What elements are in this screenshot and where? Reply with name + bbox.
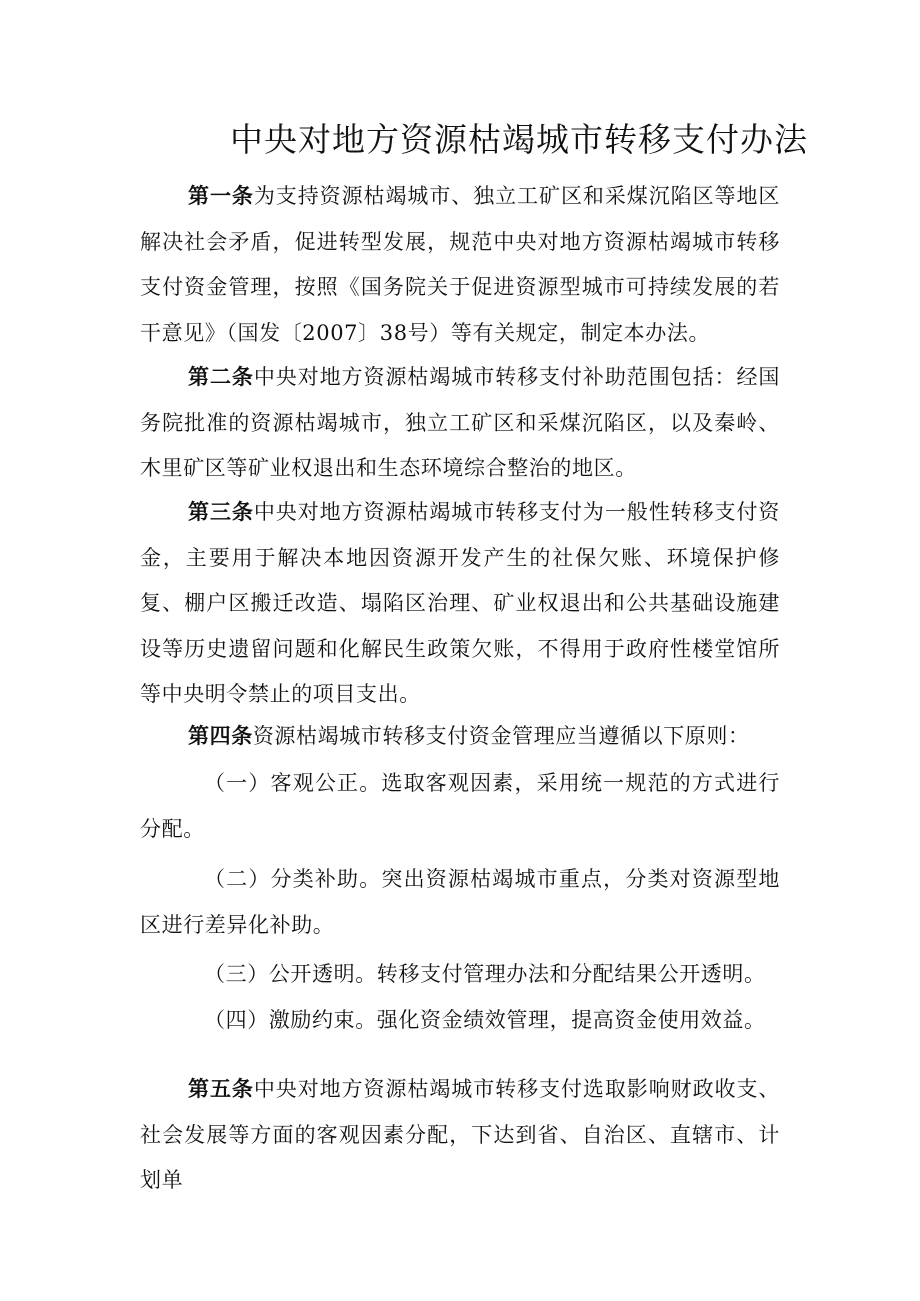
principle-2: （二）分类补助。突出资源枯竭城市重点，分类对资源型地区进行差异化补助。 xyxy=(140,867,780,937)
article-3-heading: 第三条 xyxy=(188,500,254,524)
principle-4: （四）激励约束。强化资金绩效管理，提高资金使用效益。 xyxy=(204,1008,766,1032)
article-5 xyxy=(140,1067,780,1204)
article-4 xyxy=(140,714,780,760)
article-4-text: 资源枯竭城市转移支付资金管理应当遵循以下原则： xyxy=(252,724,750,748)
article-5-heading: 第五条 xyxy=(188,1077,254,1101)
article-3 xyxy=(140,490,780,718)
article-4-heading: 第四条 xyxy=(188,724,253,748)
article-1-heading: 第一条 xyxy=(188,184,254,208)
article-2-heading: 第二条 xyxy=(188,365,254,389)
article-5-text: 中央对地方资源枯竭城市转移支付选取影响财政收支、社会发展等方面的客观因素分配，下达到省、自治区、直辖市、计划单 xyxy=(140,1077,780,1192)
article-2-text: 中央对地方资源枯竭城市转移支付补助范围包括：经国务院批准的资源枯竭城市，独立工矿区和采煤沉陷区，以及秦岭、木里矿区等矿业权退出和生态环境综合整治的地区。 xyxy=(140,365,780,480)
article-1-text: 为支持资源枯竭城市、独立工矿区和采煤沉陷区等地区解决社会矛盾，促进转型发展，规范中央对地方资源枯竭城市转移支付资金管理，按照《国务院关于促进资源型城市可持续发展的若干意见》（国发〔2007〕38号）等有关规定，制定本办法。 xyxy=(140,184,780,345)
article-1 xyxy=(140,174,780,356)
article-2 xyxy=(140,355,780,492)
document-title: 中央对地方资源枯竭城市转移支付办法 xyxy=(230,120,808,159)
article-3-text: 中央对地方资源枯竭城市转移支付为一般性转移支付资金，主要用于解决本地因资源开发产生的社保欠账、环境保护修复、棚户区搬迁改造、塌陷区治理、矿业权退出和公共基础设施建设等历史遗留问题和化解民生政策欠账，不得用于政府性楼堂馆所等中央明令禁止的项目支出。 xyxy=(140,500,780,706)
principle-1: （一）客观公正。选取客观因素，采用统一规范的方式进行分配。 xyxy=(140,771,780,841)
principle-3: （三）公开透明。转移支付管理办法和分配结果公开透明。 xyxy=(204,962,766,986)
